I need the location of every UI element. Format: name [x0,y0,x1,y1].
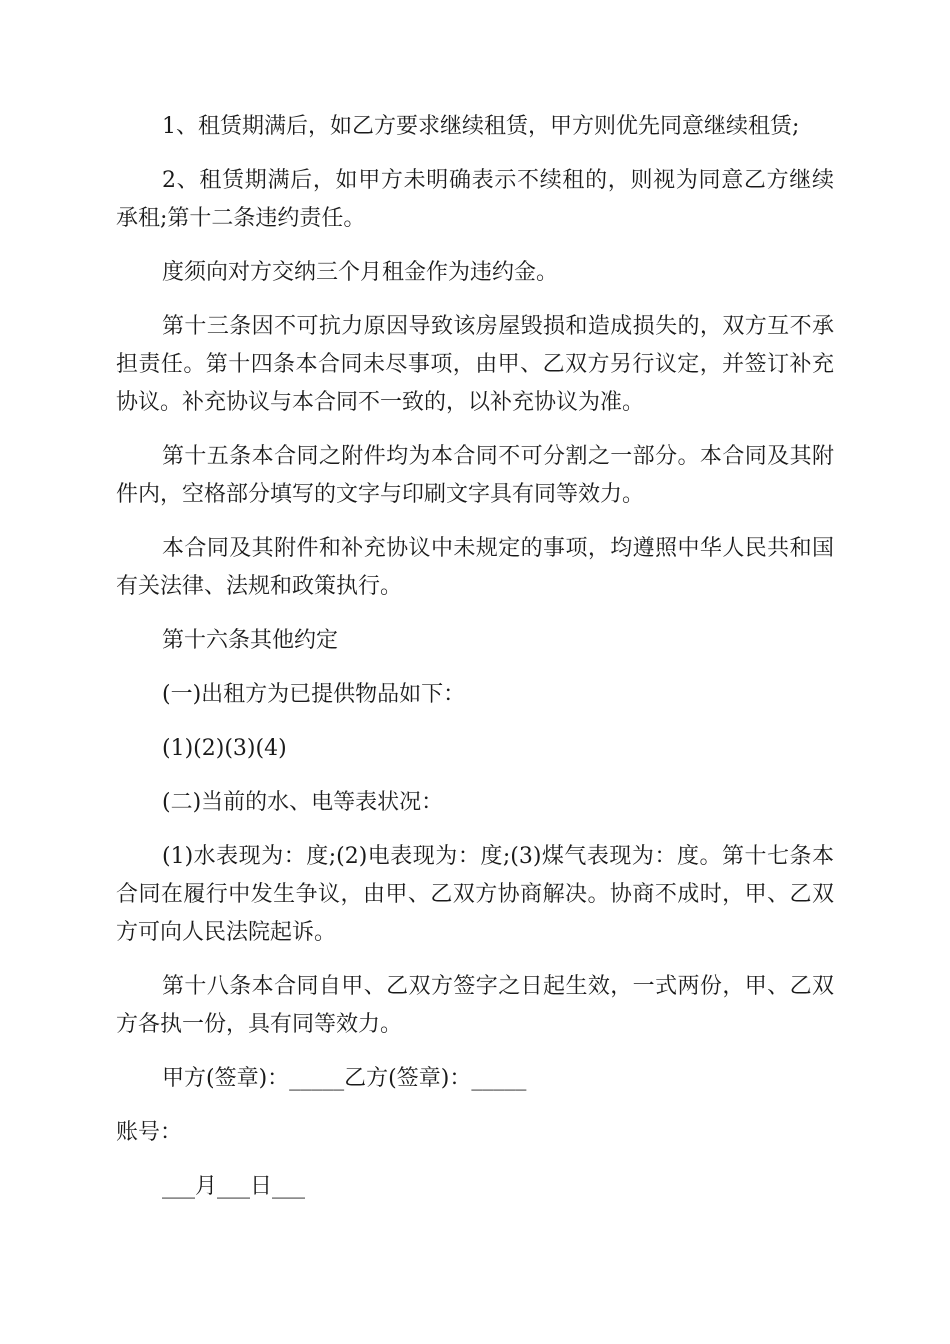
paragraph-legal-compliance: 本合同及其附件和补充协议中未规定的事项，均遵照中华人民共和国有关法律、法规和政策执行。 [116,536,834,599]
paragraph-provided-items: (一)出租方为已提供物品如下： [162,682,466,707]
paragraph-article-18: 第十八条本合同自甲、乙双方签字之日起生效，一式两份，甲、乙双方各执一份，具有同等效力。 [116,974,834,1037]
paragraph-account-number: 账号： [116,1120,183,1145]
paragraph-date: ___月___日___ [162,1174,306,1199]
paragraph-item-list: (1)(2)(3)(4) [162,736,287,761]
document-page [116,108,834,1206]
paragraph-meter-status-heading: (二)当前的水、电等表状况： [162,790,444,815]
paragraph-article-13-14: 第十三条因不可抗力原因导致该房屋毁损和造成损失的，双方互不承担责任。第十四条本合同未尽事项，由甲、乙双方另行议定，并签订补充协议。补充协议与本合同不一致的，以补充协议为准。 [116,314,834,415]
paragraph-renewal-default: 2、租赁期满后，如甲方未明确表示不续租的，则视为同意乙方继续承租;第十二条违约责任。 [116,168,834,231]
paragraph-meter-readings-article-17: (1)水表现为：度;(2)电表现为：度;(3)煤气表现为：度。第十七条本合同在履行中发生争议，由甲、乙双方协商解决。协商不成时，甲、乙双方可向人民法院起诉。 [116,844,834,945]
paragraph-renewal-priority: 1、租赁期满后，如乙方要求继续租赁，甲方则优先同意继续租赁; [162,114,800,139]
paragraph-penalty: 度须向对方交纳三个月租金作为违约金。 [162,260,559,285]
paragraph-article-15: 第十五条本合同之附件均为本合同不可分割之一部分。本合同及其附件内，空格部分填写的文字与印刷文字具有同等效力。 [116,444,834,507]
paragraph-article-16-heading: 第十六条其他约定 [162,628,339,653]
paragraph-signatures: 甲方(签章)：_____乙方(签章)：_____ [162,1066,527,1091]
